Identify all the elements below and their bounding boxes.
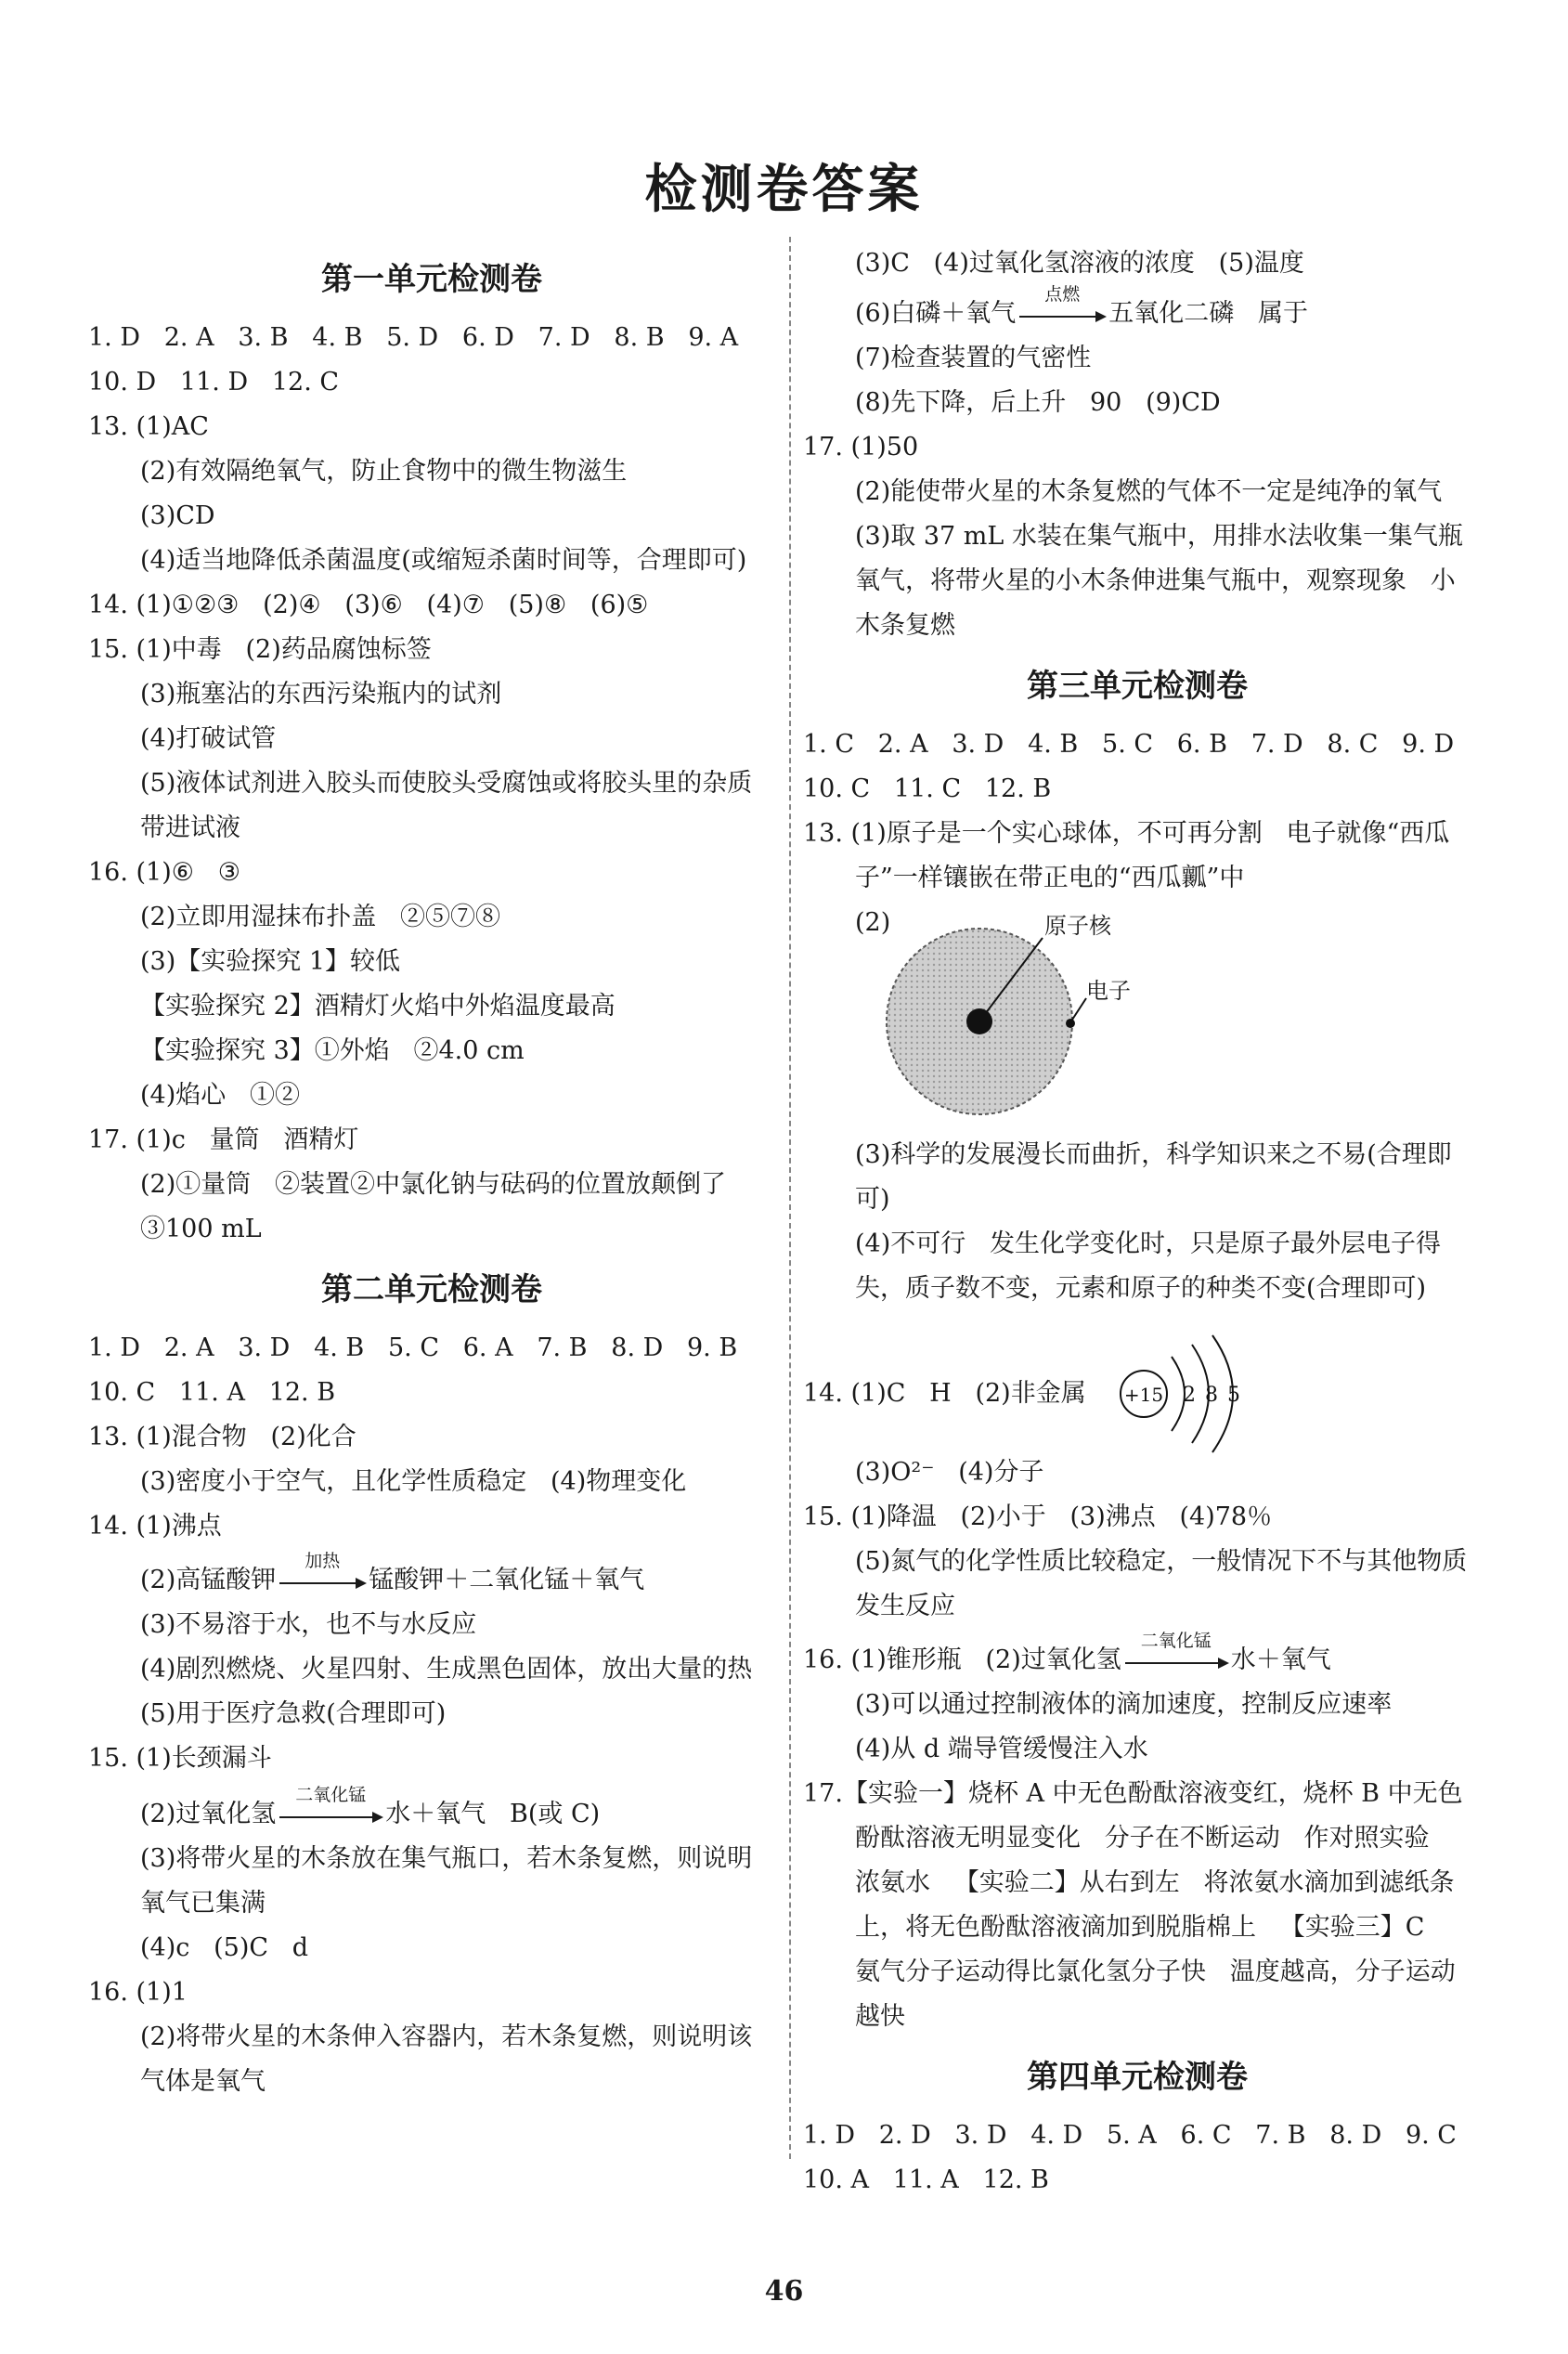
shell-nucleus-label: +15 <box>1124 1384 1164 1406</box>
u3-q15-2: (5)氮气的化学性质比较稳定，一般情况下不与其他物质发生反应 <box>855 1547 1468 1620</box>
u3-q15-1: 15. (1)降温 (2)小于 (3)沸点 (4)78％ <box>803 1502 1273 1531</box>
shell-electrons-2: 8 <box>1205 1384 1219 1407</box>
atom-model-figure <box>803 901 1471 1133</box>
shell-electrons-1: 2 <box>1183 1384 1197 1407</box>
u3-q16-2: (3)可以通过控制液体的滴加速度，控制反应速率 <box>855 1690 1393 1719</box>
u2-q15-2-equation: (2)过氧化氢 二氧化锰 水＋氧气 B(或 C) <box>140 1784 601 1828</box>
u3-q17: 17.【实验一】烧杯 A 中无色酚酞溶液变红，烧杯 B 中无色酚酞溶液无明显变化 分子在不断运动 作对照实验 浓氨水 【实验二】从右到左 将浓氨水滴加到滤纸条上，将无色酚酞溶液滴加到脱脂棉上 【实验三】C 氨气分子运动得比氯化氢分子快 温度越高，分子运动越快 <box>803 1779 1463 2031</box>
unit3-mc-row1: 1. C 2. A 3. D 4. B 5. C 6. B 7. D 8. C 9. D <box>803 730 1455 759</box>
u1-q13-3: (3)CD <box>140 501 215 530</box>
right-column <box>803 241 1471 2203</box>
u1-q14: 14. (1)①②③ (2)④ (3)⑥ (4)⑦ (5)⑧ (6)⑤ <box>88 591 649 619</box>
left-column <box>88 241 775 2104</box>
u3-q14-2: (3)O²⁻ (4)分子 <box>855 1458 1044 1487</box>
u2-q14-1: 14. (1)沸点 <box>88 1512 222 1541</box>
u1-q15-2: (3)瓶塞沾的东西污染瓶内的试剂 <box>140 680 502 709</box>
page-number: 46 <box>764 2275 804 2308</box>
electron-pointer <box>1072 998 1086 1020</box>
u1-q15-1: 15. (1)中毒 (2)药品腐蚀标签 <box>88 635 432 664</box>
u2-q13-2: (3)密度小于空气，且化学性质稳定 (4)物理变化 <box>140 1467 687 1496</box>
electron-dot <box>1066 1019 1075 1028</box>
atom-diagram <box>859 901 1230 1133</box>
column-divider <box>789 237 791 2159</box>
u1-q16-4: 【实验探究 2】酒精灯火焰中外焰温度最高 <box>140 992 616 1021</box>
u3-q13-3: (3)科学的发展漫长而曲折，科学知识来之不易(合理即可) <box>855 1140 1452 1214</box>
u1-q16-6: (4)焰心 ①② <box>140 1081 300 1110</box>
u1-q16-5: 【实验探究 3】①外焰 ②4.0 cm <box>140 1036 525 1065</box>
reaction-arrow: 点燃 <box>1019 305 1105 325</box>
electron-label: 电子 <box>1086 978 1131 1004</box>
cont-4: (8)先下降，后上升 90 (9)CD <box>855 388 1221 417</box>
reaction-arrow: 二氧化锰 <box>1125 1651 1227 1671</box>
u1-q16-3: (3)【实验探究 1】较低 <box>140 947 401 976</box>
cont-1: (3)C (4)过氧化氢溶液的浓度 (5)温度 <box>855 249 1304 278</box>
u3-q14-row <box>803 1333 1471 1436</box>
u3-q16-1-equation: 16. (1)锥形瓶 (2)过氧化氢 二氧化锰 水＋氧气 <box>803 1630 1331 1674</box>
u1-q17-2: (2)①量筒 ②装置②中氯化钠与砝码的位置放颠倒了 ③100 mL <box>140 1170 750 1243</box>
u2-q14-3: (3)不易溶于水，也不与水反应 <box>140 1610 477 1639</box>
phosphorus-atom-structure-icon <box>1116 1333 1283 1454</box>
u1-q13-2: (2)有效隔绝氧气，防止食物中的微生物滋生 <box>140 457 628 486</box>
u3-q16-3: (4)从 d 端导管缓慢注入水 <box>855 1735 1148 1763</box>
u2-q17-3: (3)取 37 mL 水装在集气瓶中，用排水法收集一集气瓶氧气，将带火星的小木条伸进集气瓶中，观察现象 小木条复燃 <box>855 522 1463 640</box>
u1-q13-1: 13. (1)AC <box>88 412 209 441</box>
u1-q15-4: (5)液体试剂进入胶头而使胶头受腐蚀或将胶头里的杂质带进试液 <box>140 769 753 842</box>
shell-electrons-3: 5 <box>1227 1384 1241 1407</box>
u2-q14-5: (5)用于医疗急救(合理即可) <box>140 1699 447 1728</box>
unit4-mc-row1: 1. D 2. D 3. D 4. D 5. A 6. C 7. B 8. D 9. C <box>803 2121 1457 2150</box>
u2-q16-2: (2)将带火星的木条伸入容器内，若木条复燃，则说明该气体是氧气 <box>140 2022 753 2096</box>
unit1-mc-row1: 1. D 2. A 3. B 4. B 5. D 6. D 7. D 8. B 9. A <box>88 323 739 352</box>
page-title: 检测卷答案 <box>644 160 924 220</box>
u3-q13-1: 13. (1)原子是一个实心球体，不可再分割 电子就像“西瓜子”一样镶嵌在带正电的“西瓜瓤”中 <box>803 819 1450 892</box>
u1-q15-3: (4)打破试管 <box>140 724 277 753</box>
u2-q16-1: 16. (1)1 <box>88 1978 188 2007</box>
u2-q14-4: (4)剧烈燃烧、火星四射、生成黑色固体，放出大量的热 <box>140 1655 753 1684</box>
u2-q14-2-equation: (2)高锰酸钾 加热 锰酸钾＋二氧化锰＋氧气 <box>140 1550 645 1594</box>
u2-q17-2: (2)能使带火星的木条复燃的气体不一定是纯净的氧气 <box>855 477 1443 506</box>
u1-q13-4: (4)适当地降低杀菌温度(或缩短杀菌时间等，合理即可) <box>140 546 747 575</box>
u2-q15-1: 15. (1)长颈漏斗 <box>88 1744 272 1773</box>
unit1-mc-row2: 10. D 11. D 12. C <box>88 368 340 397</box>
reaction-arrow: 二氧化锰 <box>279 1805 382 1826</box>
unit1-heading: 第一单元检测卷 <box>321 261 542 298</box>
reaction-arrow: 加热 <box>279 1571 365 1592</box>
u1-q17-1: 17. (1)c 量筒 酒精灯 <box>88 1125 359 1154</box>
u1-q16-2: (2)立即用湿抹布扑盖 ②⑤⑦⑧ <box>140 903 500 931</box>
unit4-mc-row2: 10. A 11. A 12. B <box>803 2165 1049 2194</box>
unit3-mc-row2: 10. C 11. C 12. B <box>803 774 1052 803</box>
unit2-mc-row2: 10. C 11. A 12. B <box>88 1378 336 1407</box>
u1-q16-1: 16. (1)⑥ ③ <box>88 858 240 887</box>
nucleus-label: 原子核 <box>1044 913 1111 939</box>
u3-q13-2: (2) <box>855 908 891 937</box>
u2-q15-4: (4)c (5)C d <box>140 1933 309 1962</box>
u3-q13-4: (4)不可行 发生化学变化时，只是原子最外层电子得失，质子数不变，元素和原子的种类不变(合理即可) <box>855 1229 1441 1303</box>
unit4-heading: 第四单元检测卷 <box>1027 2059 1248 2096</box>
u2-q15-3: (3)将带火星的木条放在集气瓶口，若木条复燃，则说明氧气已集满 <box>140 1844 753 1918</box>
u3-q14-text: 14. (1)C H (2)非金属 <box>803 1379 1086 1408</box>
unit2-mc-row1: 1. D 2. A 3. D 4. B 5. C 6. A 7. B 8. D 9. B <box>88 1333 738 1362</box>
cont-2-equation: (6)白磷＋氧气 点燃 五氧化二磷 属于 <box>855 283 1308 328</box>
u2-q13-1: 13. (1)混合物 (2)化合 <box>88 1423 356 1451</box>
unit2-heading: 第二单元检测卷 <box>321 1271 542 1308</box>
u2-q17-1: 17. (1)50 <box>803 433 919 462</box>
unit3-heading: 第三单元检测卷 <box>1027 668 1248 705</box>
cont-3: (7)检查装置的气密性 <box>855 344 1092 372</box>
